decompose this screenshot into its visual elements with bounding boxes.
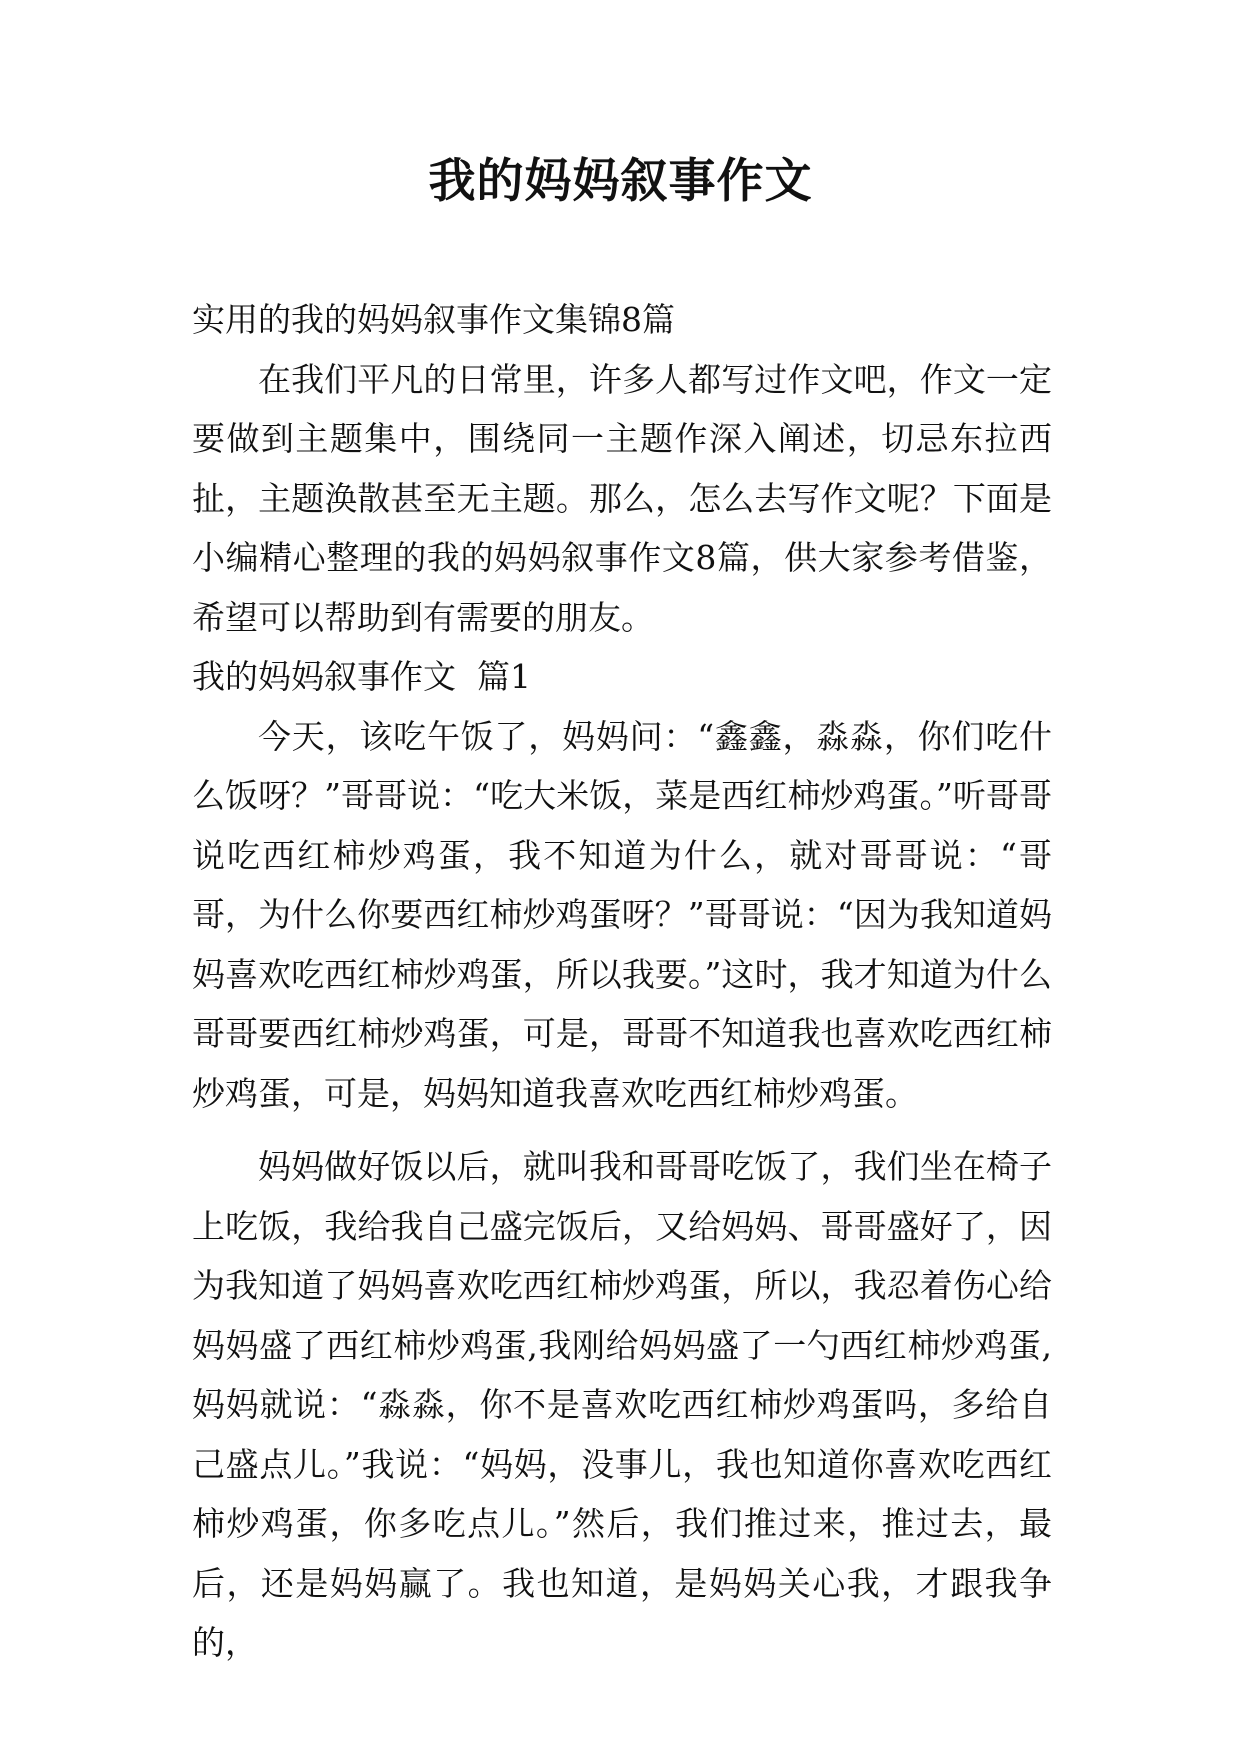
document-body: [192, 290, 1052, 1673]
section-heading: 我的妈妈叙事作文 篇1: [192, 657, 531, 696]
intro-paragraph: 在我们平凡的日常里，许多人都写过作文吧，作文一定要做到主题集中，围绕同一主题作深入阐述，切忌东拉西扯，主题涣散甚至无主题。那么，怎么去写作文呢？下面是小编精心整理的我的妈妈叙事作文8篇，供大家参考借鉴，希望可以帮助到有需要的朋友。: [192, 359, 1052, 637]
essay-paragraph-1: 今天，该吃午饭了，妈妈问：“鑫鑫，淼淼，你们吃什么饭呀？”哥哥说：“吃大米饭，菜是西红柿炒鸡蛋。”听哥哥说吃西红柿炒鸡蛋，我不知道为什么，就对哥哥说：“哥哥，为什么你要西红柿炒鸡蛋呀？”哥哥说：“因为我知道妈妈喜欢吃西红柿炒鸡蛋，所以我要。”这时，我才知道为什么哥哥要西红柿炒鸡蛋，可是，哥哥不知道我也喜欢吃西红柿炒鸡蛋，可是，妈妈知道我喜欢吃西红柿炒鸡蛋。: [192, 716, 1052, 1113]
collection-subtitle: 实用的我的妈妈叙事作文集锦8篇: [192, 300, 675, 339]
document-title: 我的妈妈叙事作文: [428, 154, 813, 209]
essay-paragraph-2: 妈妈做好饭以后，就叫我和哥哥吃饭了，我们坐在椅子上吃饭，我给我自己盛完饭后，又给妈妈、哥哥盛好了，因为我知道了妈妈喜欢吃西红柿炒鸡蛋，所以，我忍着伤心给妈妈盛了西红柿炒鸡蛋,我刚给妈妈盛了一勺西红柿炒鸡蛋,妈妈就说：“淼淼，你不是喜欢吃西红柿炒鸡蛋吗，多给自己盛点儿。”我说：“妈妈，没事儿，我也知道你喜欢吃西红柿炒鸡蛋，你多吃点儿。”然后，我们推过来，推过去，最后，还是妈妈赢了。我也知道，是妈妈关心我，才跟我争的，: [192, 1147, 1052, 1662]
